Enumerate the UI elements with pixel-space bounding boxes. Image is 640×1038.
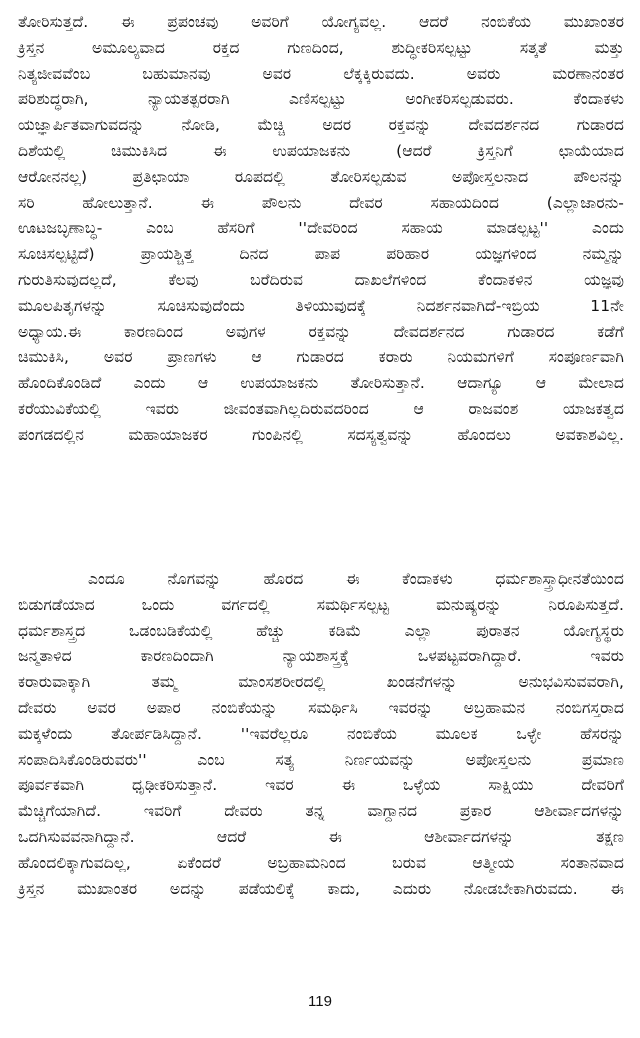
text-line: ಪಂಗಡದಲ್ಲಿನ ಮಹಾಯಾಜಕರ ಗುಂಪಿನಲ್ಲಿ ಸದಸ್ಯತ್ವವನ್ನು ಹೊಂದಲು ಅವಕಾಶವಿಲ್ಲ. xyxy=(18,425,624,444)
text-line: ಪರಿಶುದ್ಧರಾಗಿ, ನ್ಯಾಯತತ್ಪರರಾಗಿ ಎಣಿಸಲ್ಪಟ್ಟು ಅಂಗೀಕರಿಸಲ್ಪಡುವರು. ಕೆಂದಾಕಳು xyxy=(18,90,624,109)
text-line: ಕ್ರಿಸ್ತನ ಮುಖಾಂತರ ಅದನ್ನು ಪಡೆಯಲಿಕ್ಕೆ ಕಾದು, ಎದುರು ನೋಡಬೇಕಾಗಿರುವದು. ಈ xyxy=(18,879,624,898)
text-line: ಮಕ್ಕಳೆಂದು ತೋರ್ಪಡಿಸಿದ್ದಾನೆ. ''ಇವರೆಲ್ಲರೂ ನಂಬಿಕೆಯ ಮೂಲಕ ಒಳ್ಳೇ ಹೆಸರನ್ನು xyxy=(18,724,624,743)
text-line: ಬಿಡುಗಡೆಯಾದ ಒಂದು ವರ್ಗದಲ್ಲಿ ಸಮರ್ಥಿಸಲ್ಪಟ್ಟ ಮನುಷ್ಯರನ್ನು ನಿರೂಪಿಸುತ್ತದೆ. xyxy=(18,595,624,614)
text-line: ಯಜ್ಞಾರ್ಪಿತವಾಗುವದನ್ನು ನೋಡಿ, ಮೆಚ್ಚಿ ಅದರ ರಕ್ತವನ್ನು ದೇವದರ್ಶನದ ಗುಡಾರದ xyxy=(18,116,624,135)
text-line: ಕರಾರುವಾಕ್ಕಾಗಿ ತಮ್ಮ ಮಾಂಸಶರೀರದಲ್ಲಿ ಖಂಡನೆಗಳನ್ನು ಅನುಭವಿಸುವವರಾಗಿ, xyxy=(18,673,624,692)
text-line: ಅಧ್ಯಾಯ.ಈ ಕಾರಣದಿಂದ ಅವುಗಳ ರಕ್ತವನ್ನು ದೇವದರ್ಶನದ ಗುಡಾರದ ಕಡೆಗೆ xyxy=(18,322,624,341)
text-line: ಸೂಚಿಸಲ್ಪಟ್ಟಿದೆ) ಪ್ರಾಯಶ್ಚಿತ್ತ ದಿನದ ಪಾಪ ಪರಿಹಾರ ಯಜ್ಞಗಳಿಂದ ನಮ್ಮನ್ನು xyxy=(18,245,624,264)
text-line: ಕರೆಯುವಿಕೆಯಲ್ಲಿ ಇವರು ಜೀವಂತವಾಗಿಲ್ಲದಿರುವದರಿಂದ ಆ ರಾಜವಂಶ ಯಾಜಕತ್ವದ xyxy=(18,399,624,418)
text-line: ಧರ್ಮಶಾಸ್ತ್ರದ ಒಡಂಬಡಿಕೆಯಲ್ಲಿ ಹೆಚ್ಚು ಕಡಿಮೆ ಎಲ್ಲಾ ಪುರಾತನ ಯೋಗ್ಯಸ್ಥರು xyxy=(18,621,624,640)
text-line: ಎಂದೂ ನೊಗವನ್ನು ಹೊರದ ಈ ಕೆಂದಾಕಳು ಧರ್ಮಶಾಸ್ತ್ರಾಧೀನತೆಯಿಂದ xyxy=(88,570,624,588)
page-number: 119 xyxy=(308,993,332,1010)
text-line: ತೋರಿಸುತ್ತದೆ. ಈ ಪ್ರಪಂಚವು ಅವರಿಗೆ ಯೋಗ್ಯವಲ್ಲ. ಆದರೆ ನಂಬಿಕೆಯ ಮುಖಾಂತರ xyxy=(18,13,624,31)
text-line: ನಿತ್ಯಜೀವವೆಂಬ ಬಹುಮಾನವು ಅವರ ಲೆಕ್ಕಕ್ಕಿರುವದು. ಅವರು ಮರಣಾನಂತರ xyxy=(18,64,624,83)
text-line: ಒದಗಿಸುವವನಾಗಿದ್ದಾನೆ. ಆದರೆ ಈ ಆಶೀರ್ವಾದಗಳನ್ನು ತಕ್ಷಣ xyxy=(18,827,624,846)
text-line: ಕ್ರಿಸ್ತನ ಅಮೂಲ್ಯವಾದ ರಕ್ತದ ಗುಣದಿಂದ, ಶುದ್ಧೀಕರಿಸಲ್ಪಟ್ಟು ಸತ್ಕತೆ ಮತ್ತು xyxy=(18,38,624,57)
text-line: ಗುರುತಿಸುವುದಲ್ಲದೆ, ಕೆಲವು ಬರೆದಿರುವ ದಾಖಲೆಗಳಿಂದ ಕೆಂದಾಕಳಿನ ಯಜ್ಞವು xyxy=(18,270,624,289)
text-line: ಹೊಂದಿಕೊಂಡಿದೆ ಎಂದು ಆ ಉಪಯಾಜಕನು ತೋರಿಸುತ್ತಾನೆ. ಆದಾಗ್ಯೂ ಆ ಮೇಲಾದ xyxy=(18,374,624,393)
text-line: ಹೊಂದಲಿಕ್ಕಾಗುವದಿಲ್ಲ, ಏಕೆಂದರೆ ಅಬ್ರಹಾಮನಿಂದ ಬರುವ ಆತ್ಮೀಯ ಸಂತಾನವಾದ xyxy=(18,853,624,872)
text-line: ಸಂಪಾದಿಸಿಕೊಂಡಿರುವರು'' ಎಂಬ ಸತ್ಯ ನಿರ್ಣಯವನ್ನು ಅಪೋಸ್ತಲನು ಪ್ರಮಾಣ xyxy=(18,750,624,769)
text-line: ಮೆಚ್ಚಿಗೆಯಾಗಿದೆ. ಇವರಿಗೆ ದೇವರು ತನ್ನ ವಾಗ್ದಾನದ ಪ್ರಕಾರ ಆಶೀರ್ವಾದಗಳನ್ನು xyxy=(18,802,624,821)
text-line: ಜನ್ಮತಾಳಿದ ಕಾರಣದಿಂದಾಗಿ ನ್ಯಾಯಶಾಸ್ತ್ರಕ್ಕೆ ಒಳಪಟ್ಟವರಾಗಿದ್ದಾರೆ. ಇವರು xyxy=(18,647,624,666)
text-line: ಊಟಜಬ್ಳಣಾಬ್ಧ- ಎಂಬ ಹೆಸರಿಗೆ ''ದೇವರಿಂದ ಸಹಾಯ ಮಾಡಲ್ಪಟ್ಟ'' ಎಂದು xyxy=(18,219,624,238)
paragraph-1 xyxy=(18,10,624,449)
text-line: ಪೂರ್ವಕವಾಗಿ ಧೃಢೀಕರಿಸುತ್ತಾನೆ. ಇವರ ಈ ಒಳ್ಳೆಯ ಸಾಕ್ಷಿಯು ದೇವರಿಗೆ xyxy=(18,776,624,795)
text-line: ದಿಶೆಯಲ್ಲಿ ಚಿಮುಕಿಸಿದ ಈ ಉಪಯಾಜಕನು (ಆದರೆ ಕ್ರಿಸ್ತನಿಗೆ ಛಾಯೆಯಾದ xyxy=(18,141,624,160)
text-line: ದೇವರು ಅವರ ಅಪಾರ ನಂಬಿಕೆಯನ್ನು ಸಮರ್ಥಿಸಿ ಇವರನ್ನು ಅಬ್ರಹಾಮನ ನಂಬಿಗಸ್ತರಾದ xyxy=(18,698,624,717)
text-line: ಸರಿ ಹೋಲುತ್ತಾನೆ. ಈ ಪೌಲನು ದೇವರ ಸಹಾಯದಿಂದ (ಎಲ್ಲಾಜಾರನು- xyxy=(18,193,624,212)
paragraph-2 xyxy=(18,567,624,902)
text-line: ಆರೋನನಲ್ಲ) ಪ್ರತಿಛಾಯಾ ರೂಪದಲ್ಲಿ ತೋರಿಸಲ್ಪಡುವ ಅಪೋಸ್ತಲನಾದ ಪೌಲನನ್ನು xyxy=(18,167,624,186)
text-line: ಚಿಮುಕಿಸಿ, ಅವರ ಪ್ರಾಣಗಳು ಆ ಗುಡಾರದ ಕರಾರು ನಿಯಮಗಳಿಗೆ ಸಂಪೂರ್ಣವಾಗಿ xyxy=(18,348,624,367)
text-line: ಮೂಲಪಿತೃಗಳನ್ನು ಸೂಚಿಸುವುದೆಂದು ತಿಳಿಯುವುದಕ್ಕೆ ನಿದರ್ಶನವಾಗಿದೆ-ಇಬ್ರಿಯ 11ನೇ xyxy=(18,296,624,315)
